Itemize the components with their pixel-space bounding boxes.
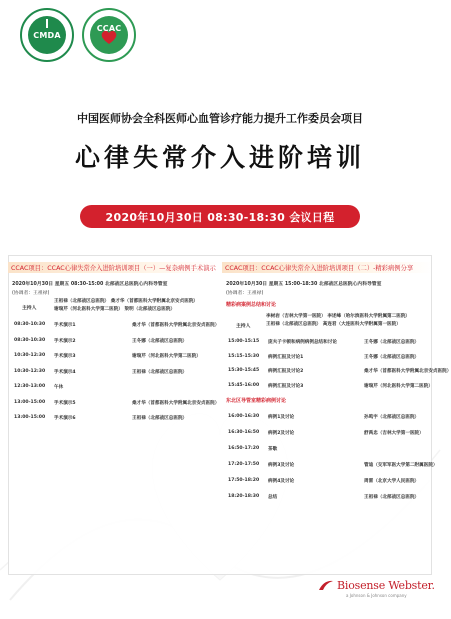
schedule-speaker: 桑才华（首都医科大学附属北京安贞医院）: [132, 400, 220, 406]
ccac-emblem-icon: [82, 8, 136, 62]
schedule-time: 15:45-16:00: [228, 382, 260, 388]
schedule-time: 13:00-15:00: [14, 415, 46, 420]
right-date-line: 2020年10月30日 星期五 15:00-18:30 北部战区总医院心内科导管室: [226, 282, 382, 287]
schedule-topic: 病例3及讨论: [268, 463, 295, 468]
logo-group: [20, 8, 136, 62]
schedule-speaker: 桑才华（首都医科大学附属北京安贞医院）: [132, 323, 220, 328]
schedule-row: [228, 494, 419, 500]
schedule-speaker: 王冬娜（北部战区总医院）: [132, 338, 188, 344]
page-title: 心律失常介入进阶培训: [74, 143, 365, 172]
sponsor-logo: [318, 578, 435, 592]
schedule-topic: 手术演示6: [54, 416, 76, 421]
schedule-topic: 午休: [54, 385, 64, 390]
schedule-topic: 手术演示2: [54, 338, 76, 344]
schedule-speaker: 王祖禄（北部战区总医院）: [132, 416, 188, 421]
schedule-speaker: 周雷（北京大学人民医院）: [364, 479, 420, 484]
schedule-time: 13:00-15:00: [14, 399, 46, 405]
left-chairs: [54, 298, 198, 314]
right-column-heading: CCAC项目：CCAC心律失常介入进阶培训项目（二）-精彩病例分享: [222, 262, 432, 273]
schedule-time: 17:50-18:20: [228, 478, 260, 483]
right-chair-line: 王祖禄（北部战区总医院） 高连君（大连医科大学附属第一医院）: [266, 322, 401, 327]
schedule-time: 16:50-17:20: [228, 446, 260, 451]
left-date-line: 2020年10月30日 星期五 08:30-15:00 北部战区总医院心内科导管室: [12, 282, 168, 287]
schedule-row: [14, 415, 187, 421]
biosense-swoosh-icon: [318, 578, 334, 592]
schedule-row: [228, 478, 419, 484]
schedule-topic: 手术演示3: [54, 354, 76, 359]
schedule-time: 08:30-10:30: [14, 337, 46, 343]
schedule-row: [228, 354, 419, 360]
schedule-speaker: 王冬娜（北部战区总医院）: [364, 340, 420, 345]
schedule-speaker: 王祖禄（北部战区总医院）: [132, 369, 188, 375]
schedule-speaker: 谢瑞芹（河北医科大学第二医院）: [364, 383, 433, 389]
schedule-topic: 茶歇: [268, 447, 278, 452]
schedule-row: [228, 368, 451, 374]
schedule-row: [228, 446, 364, 452]
date-banner: 2020年10月30日 08:30-18:30 会议日程: [80, 205, 360, 228]
schedule-topic: 手术演示5: [54, 400, 76, 406]
schedule-topic: 病例1及讨论: [268, 415, 295, 420]
cmda-logo: [20, 8, 74, 62]
right-chairs: [266, 313, 410, 329]
schedule-time: 18:20-18:30: [228, 494, 260, 499]
left-chair-line: 谢瑞芹（河北医科大学第二医院） 梁明（北部战区总医院）: [54, 307, 176, 312]
schedule-topic: 病例汇报及讨论3: [268, 383, 304, 389]
left-chair-label: 主持人: [22, 306, 37, 311]
sponsor-name: Biosense Webster.: [337, 578, 435, 592]
schedule-time: 10:30-12:30: [14, 368, 46, 374]
schedule-topic: 手术演示1: [54, 323, 76, 328]
schedule-row: [14, 322, 219, 328]
ccac-logo: [82, 8, 136, 62]
schedule-row: [14, 353, 201, 359]
right-chair-label: 主持人: [236, 324, 251, 329]
schedule-time: 15:30-15:45: [228, 368, 260, 373]
schedule-speaker: 桑才华（首都医科大学附属北京安贞医院）: [364, 369, 451, 374]
schedule-time: 17:20-17:50: [228, 462, 260, 467]
schedule-topic: 病例2及讨论: [268, 431, 295, 436]
schedule-row: [14, 400, 219, 406]
schedule-row: [228, 383, 433, 389]
schedule-speaker: 谢瑞芹（河北医科大学第二医院）: [132, 354, 201, 359]
schedule-time: 16:00-16:30: [228, 414, 260, 419]
left-column-heading: CCAC项目：CCAC心律失常介入进阶培训项目（一）—复杂病例手术演示: [8, 262, 218, 273]
schedule-speaker: 孙鸣宇（北部战区总医院）: [364, 415, 420, 420]
right-section1-label: 精彩病案例总结和讨论: [226, 302, 277, 308]
schedule-time: 12:30-13:00: [14, 384, 46, 389]
schedule-topic: 手术演示4: [54, 369, 76, 375]
schedule-time: 10:30-12:30: [14, 353, 46, 358]
project-subtitle: 中国医师协会全科医师心血管诊疗能力提升工作委员会项目: [77, 112, 363, 125]
schedule-row: [14, 338, 187, 344]
schedule-topic: 总结: [268, 495, 278, 500]
schedule-speaker: 舒禹忠（吉林大学第一医院）: [364, 431, 424, 436]
schedule-time: 15:00-15:15: [228, 339, 260, 344]
schedule-row: [14, 384, 132, 390]
schedule-row: [228, 414, 419, 420]
schedule-topic: 庞夫子卡顿和病例病例总结和讨论: [268, 340, 337, 345]
left-host: (协调者：王祖禄): [12, 291, 50, 296]
schedule-row: [228, 430, 424, 436]
left-chair-line: 王祖禄（北部战区总医院） 桑才华（首都医科大学附属北京安贞医院）: [54, 299, 199, 304]
schedule-speaker: 王祖禄（北部战区总医院）: [364, 495, 420, 500]
schedule-row: [228, 462, 438, 468]
right-chair-line: 李树岩（吉林大学第一医院） 李述峰（哈尔滨医科大学附属第二医院）: [266, 314, 411, 319]
schedule-topic: 病例汇报及讨论2: [268, 369, 304, 374]
schedule-time: 16:30-16:50: [228, 430, 260, 435]
sponsor-tagline: a Johnson & Johnson company: [346, 593, 407, 598]
schedule-topic: 病例4及讨论: [268, 479, 295, 484]
schedule-time: 08:30-10:30: [14, 322, 46, 327]
schedule-speaker: 管迪（交军军医大学第二附属医院）: [364, 463, 438, 468]
right-host: (协调者：王祖禄): [226, 291, 264, 296]
cmda-logo-text: CMDA: [33, 30, 61, 40]
schedule-row: [14, 369, 187, 375]
schedule-row: [228, 339, 419, 345]
schedule-speaker: 王冬娜（北部战区总医院）: [364, 354, 420, 360]
ccac-logo-text: CCAC: [96, 23, 122, 33]
schedule-time: 15:15-15:30: [228, 353, 260, 359]
schedule-topic: 病例汇报及讨论1: [268, 354, 304, 360]
right-section2-label: 东北区导管室精彩病例讨论: [226, 398, 287, 404]
